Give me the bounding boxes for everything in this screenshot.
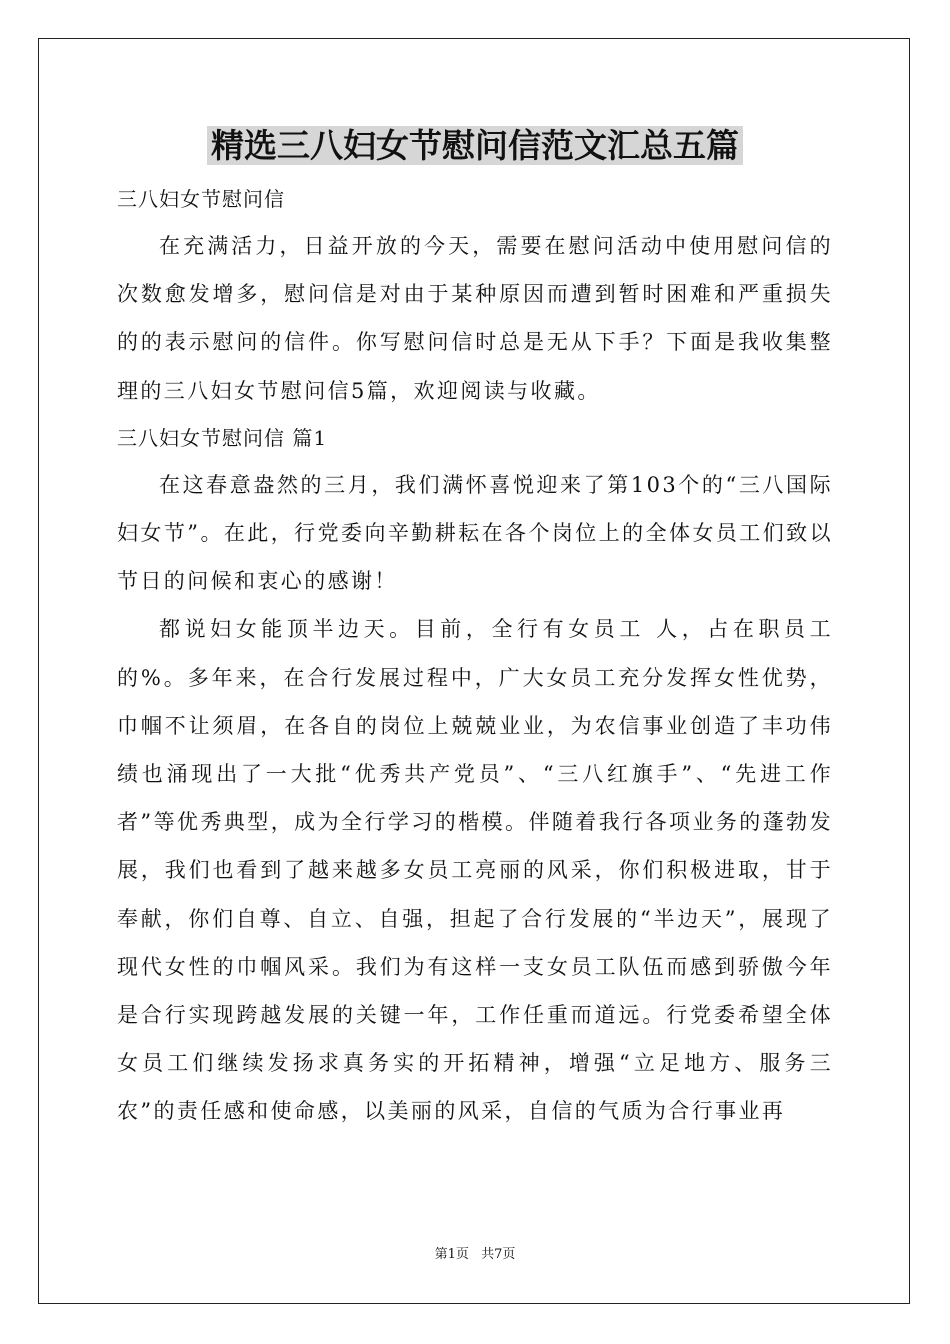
document-title-text: 精选三八妇女节慰问信范文汇总五篇: [207, 126, 743, 165]
intro-paragraph: 在充满活力，日益开放的今天，需要在慰问活动中使用慰问信的次数愈发增多，慰问信是对由于某种原因而遭到暂时困难和严重损失的的表示慰问的信件。你写慰问信时总是无从下手？下面是我收集整理的三八妇女节慰问信5篇，欢迎阅读与收藏。: [117, 234, 833, 403]
main-heading: 三八妇女节慰问信: [117, 187, 285, 211]
page-total: 共7页: [481, 1247, 516, 1262]
body-paragraph: 在这春意盎然的三月，我们满怀喜悦迎来了第103个的“三八国际妇女节”。在此，行党委向辛勤耕耘在各个岗位上的全体女员工们致以节日的问候和衷心的感谢！: [117, 472, 833, 594]
page-footer: [0, 1246, 950, 1264]
body-paragraph: 都说妇女能顶半边天。目前，全行有女员工 人，占在职员工的%。多年来，在合行发展过程中，广大女员工充分发挥女性优势，巾帼不让须眉，在各自的岗位上兢兢业业，为农信事业创造了丰功伟绩也涌现出了一大批“优秀共产党员”、“三八红旗手”、“先进工作者”等优秀典型，成为全行学习的楷模。伴随着我行各项业务的蓬勃发展，我们也看到了越来越多女员工亮丽的风采，你们积极进取，甘于奉献，你们自尊、自立、自强，担起了合行发展的“半边天”，展现了现代女性的巾帼风采。我们为有这样一支女员工队伍而感到骄傲今年是合行实现跨越发展的关键一年，工作任重而道远。行党委希望全体女员工们继续发扬求真务实的开拓精神，增强“立足地方、服务三农”的责任感和使命感，以美丽的风采，自信的气质为合行事业再: [117, 617, 833, 1124]
document-body: [117, 176, 833, 1136]
page-number: 第1页: [434, 1247, 469, 1262]
section-heading: 三八妇女节慰问信 篇1: [117, 425, 328, 450]
document-title: [0, 124, 950, 168]
